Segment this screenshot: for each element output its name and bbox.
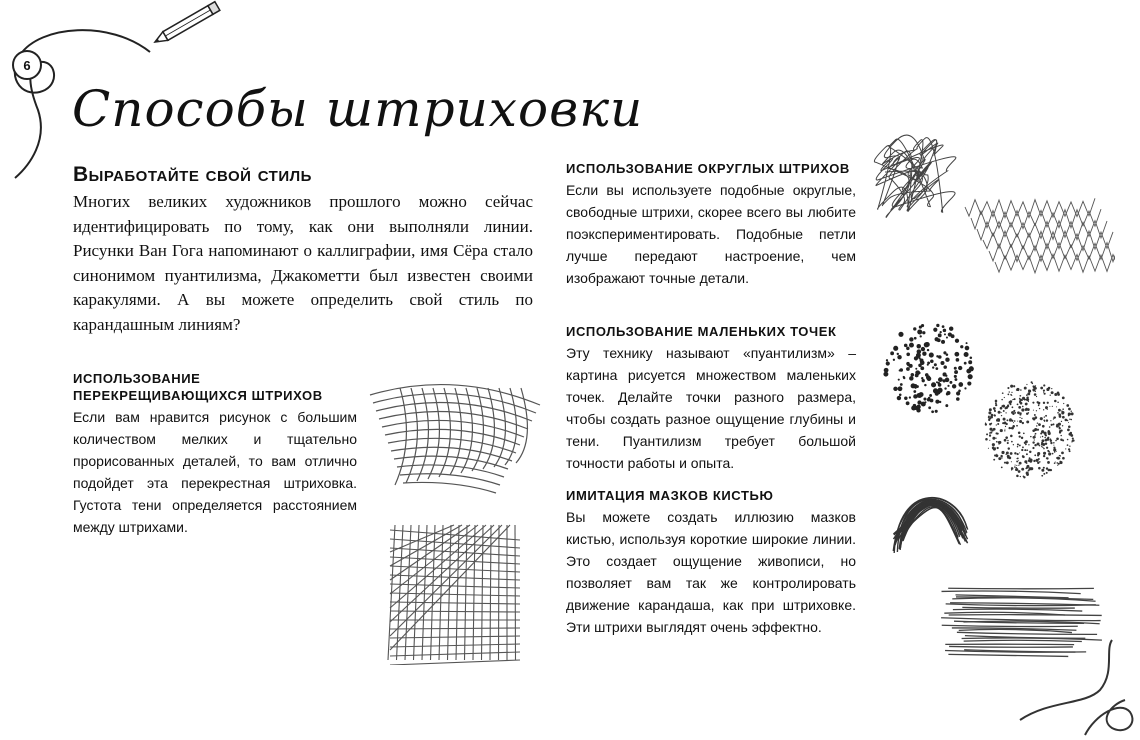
technique-brush	[566, 487, 856, 638]
technique-crosshatch	[73, 370, 357, 538]
technique-heading: ИСПОЛЬЗОВАНИЕ ПЕРЕКРЕЩИВАЮЩИХСЯ ШТРИХОВ	[73, 371, 323, 403]
brush-horizontal-sample	[935, 580, 1110, 660]
scribble-zigzag-sample	[955, 192, 1115, 282]
section-heading: Выработайте свой стиль	[73, 163, 312, 186]
pencil-icon	[153, 2, 220, 47]
technique-round-strokes	[566, 160, 856, 289]
technique-dots	[566, 323, 856, 474]
technique-heading: ИСПОЛЬЗОВАНИЕ ОКРУГЛЫХ ШТРИХОВ	[566, 161, 850, 176]
technique-text: Если вам нравится рисунок с большим количеством мелких и тщательно прорисованных деталей, то вам отлично подойдет эта перекрестная штриховка. Густота тени определяется расстоянием между штрихами.	[73, 409, 357, 535]
technique-text: Вы можете создать иллюзию мазков кистью, используя короткие широкие линии. Это создает ощущение живописи, но позволяет вам так же контролировать движение карандаша, как при штриховке. Эти штрихи выглядят очень эффектно.	[566, 509, 856, 635]
technique-text: Эту технику называют «пуантилизм» – картина рисуется множеством маленьких точек. Делайте точки разного размера, чтобы создать разное ощущение глубины и тени. Пуантилизм требует большой точности работы и опыта.	[566, 345, 856, 471]
brush-swirl-sample	[878, 468, 978, 568]
intro-paragraph: Многих великих художников прошлого можно сейчас идентифицировать по тому, как они выполняли линии. Рисунки Ван Гога напоминают о каллиграфии, имя Сёра стало синонимом пуантилизма, Джакометти был известен своими каракулями. А вы можете определить свой стиль по карандашным линиям?	[73, 192, 533, 334]
stipple-dense-sample	[980, 375, 1080, 485]
crosshatch-sample-dense	[380, 520, 530, 665]
technique-heading: ИСПОЛЬЗОВАНИЕ МАЛЕНЬКИХ ТОЧЕК	[566, 324, 837, 339]
page-number: 6	[12, 50, 42, 80]
page-title: Способы штриховки	[72, 80, 644, 138]
stipple-dots-sample	[880, 318, 980, 418]
crosshatch-sample-light	[360, 380, 550, 500]
technique-text: Если вы используете подобные округлые, свободные штрихи, скорее всего вы любите поэкспериментировать. Подобные петли лучше передают настроение, чем изображают точные детали.	[566, 182, 856, 286]
technique-heading: ИМИТАЦИЯ МАЗКОВ КИСТЬЮ	[566, 488, 774, 503]
